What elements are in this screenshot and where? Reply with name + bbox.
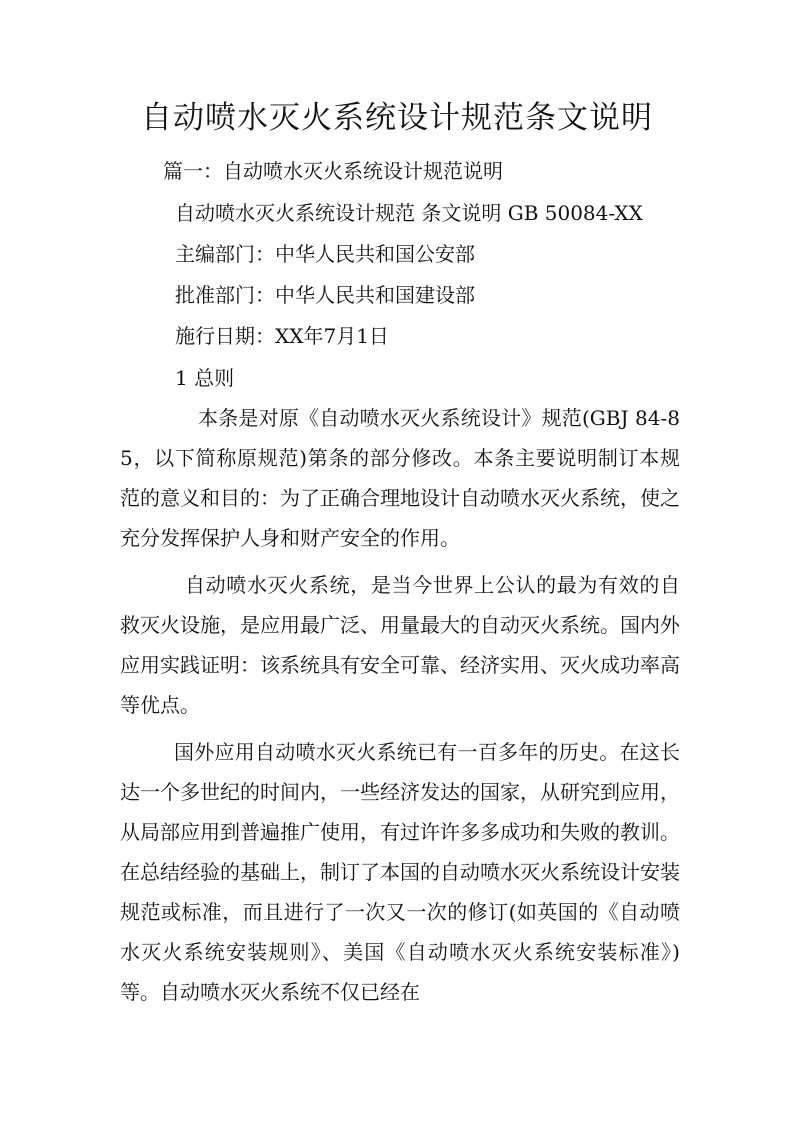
approval-department-line: 批准部门：中华人民共和国建设部 — [175, 283, 475, 307]
effective-date-line: 施行日期：XX年7月1日 — [175, 324, 389, 348]
body-paragraph: 自动喷水灭火系统，是当今世界上公认的最为有效的自救灭火设施，是应用最广泛、用量最大的自动灭火系统。国内外应用实践证明：该系统具有安全可靠、经济实用、灭火成功率高等优点。 — [120, 573, 680, 717]
body-paragraph: 本条是对原《自动喷水灭火系统设计》规范(GBJ 84-85，以下简称原规范)第条的部分修改。本条主要说明制订本规范的意义和目的：为了正确合理地设计自动喷水灭火系统，使之充分发挥保护人身和财产安全的作用。 — [120, 406, 680, 550]
body-paragraph: 国外应用自动喷水灭火系统已有一百多年的历史。在这长达一个多世纪的时间内，一些经济发达的国家，从研究到应用，从局部应用到普遍推广使用，有过许许多多成功和失败的教训。在总结经验的基础上，制订了本国的自动喷水灭火系统设计安装规范或标准，而且进行了一次又一次的修订(如英国的《自动喷水灭火系统安装规则》、美国《自动喷水灭火系统安装标准》)等。自动喷水灭火系统不仅已经在 — [120, 740, 680, 1004]
document-subtitle: 篇一：自动喷水灭火系统设计规范说明 — [163, 159, 503, 183]
standard-line: 自动喷水灭火系统设计规范 条文说明 GB 50084-XX — [175, 201, 643, 225]
section-heading: 1 总则 — [175, 366, 235, 390]
document-title: 自动喷水灭火系统设计规范条文说明 — [141, 100, 653, 136]
editor-department-line: 主编部门：中华人民共和国公安部 — [175, 242, 475, 266]
